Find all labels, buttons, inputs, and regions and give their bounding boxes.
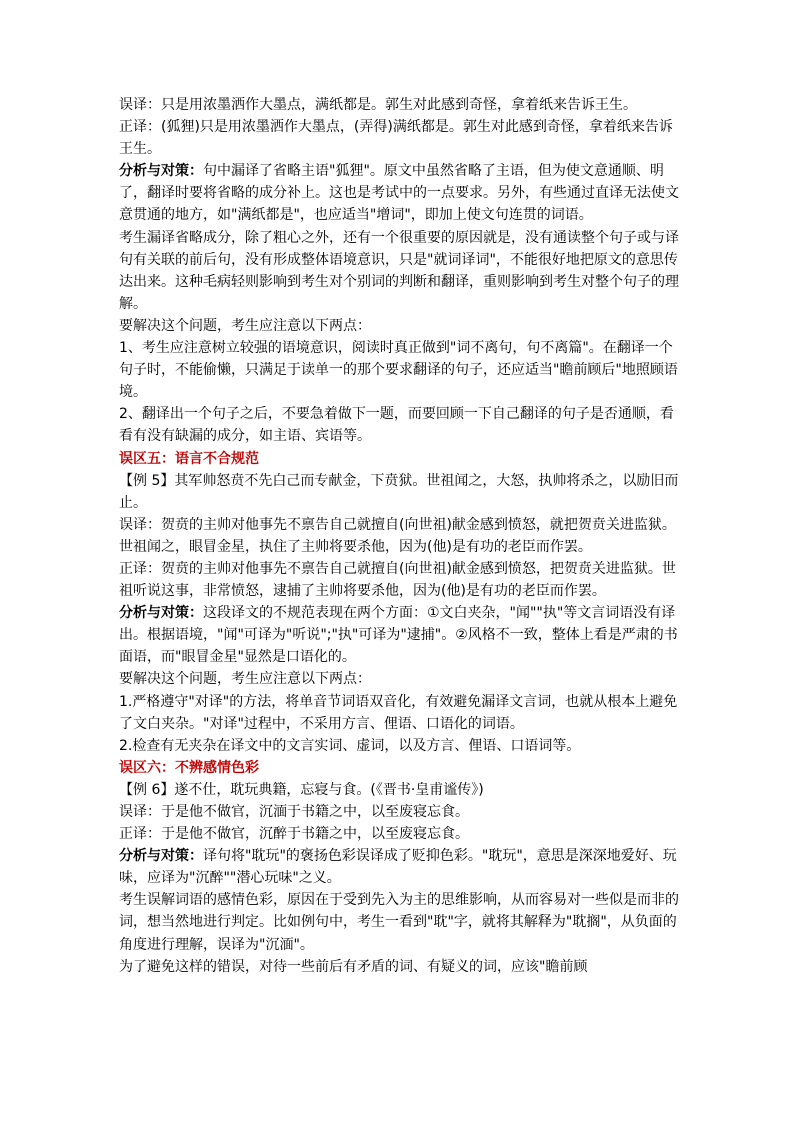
paragraph: 要解决这个问题，考生应注意以下两点： xyxy=(119,671,371,688)
analysis-text: 句中漏译了省略主语"狐狸"。原文中虽然省略了主语，但为使文意通顺、明了，翻译时要将省略的成分补上。这也是考试中的一点要求。另外，有些通过直译无法使文意贯通的地方，如"满纸都是"，也应适当"增词"，即加上使文句连贯的词语。 xyxy=(119,163,679,224)
correct-translation: 正译：于是他不做官，沉醉于书籍之中，以至废寝忘食。 xyxy=(119,826,469,843)
analysis-text: 译句将"耽玩"的褒扬色彩误译成了贬抑色彩。"耽玩"，意思是深深地爱好、玩味，应译为"沉醉""潜心玩味"之义。 xyxy=(119,848,677,887)
wrong-translation: 误译：于是他不做官，沉湎于书籍之中，以至废寝忘食。 xyxy=(119,804,469,820)
list-item: 1、考生应注意树立较强的语境意识，阅读时真正做到"词不离句，句不离篇"。在翻译一个句子时，不能偷懒，只满足于读单一的那个要求翻译的句子，还应适当"瞻前顾后"地照顾语境。 xyxy=(119,340,678,401)
paragraph: 考生漏译省略成分，除了粗心之外，还有一个很重要的原因就是，没有通读整个句子或与译句有关联的前后句，没有形成整体语境意识，只是"就词译词"，不能很好地把原文的意思传达出来。这种毛病轻则影响到考生对个别词的判断和翻译，重则影响到考生对整个句子的理解。 xyxy=(119,229,679,312)
list-item: 2、翻译出一个句子之后，不要急着做下一题，而要回顾一下自己翻译的句子是否通顺，看看有没有缺漏的成分，如主语、宾语等。 xyxy=(119,406,674,445)
analysis-text: 这段译文的不规范表现在两个方面：①文白夹杂，"闻""执"等文言词语没有译出。根据语境，"闻"可译为"听说";"执"可译为"逮捕"。②风格不一致，整体上看是严肃的书面语，而"眼冒金星"显然是口语化的。 xyxy=(119,605,678,666)
document-page xyxy=(119,94,685,978)
correct-translation: 正译：贺贲的主帅对他事先不禀告自己就擅自(向世祖)献金感到愤怒，把贺贲关进监狱。世祖听说这事，非常愤怒，逮捕了主帅将要杀他，因为(他)是有功的老臣而作罢。 xyxy=(119,560,676,600)
analysis-paragraph xyxy=(119,160,685,226)
analysis-paragraph xyxy=(119,602,685,668)
example-sentence: 【例 5】其军帅怒贲不先白己而专献金，下贲狱。世祖闻之，大怒，执帅将杀之，以励旧而止。 xyxy=(119,472,679,511)
analysis-heading: 分析与对策： xyxy=(119,163,203,180)
list-item: 2.检查有无夹杂在译文中的文言实词、虚词，以及方言、俚语、口语词等。 xyxy=(119,737,581,754)
analysis-heading: 分析与对策： xyxy=(119,848,203,865)
paragraph: 考生误解词语的感情色彩，原因在于受到先入为主的思维影响，从而容易对一些似是而非的词，想当然地进行判定。比如例句中，考生一看到"耽"字，就将其解释为"耽搁"，从负面的角度进行理解，误译为"沉湎"。 xyxy=(119,892,679,953)
section-title: 误区六：不辨感情色彩 xyxy=(119,759,259,776)
paragraph: 要解决这个问题，考生应注意以下两点： xyxy=(119,317,371,334)
wrong-translation: 误译：贺贲的主帅对他事先不禀告自己就擅自(向世祖)献金感到愤怒，就把贺贲关进监狱。世祖闻之，眼冒金星，执住了主帅将要杀他，因为(他)是有功的老臣而作罢。 xyxy=(119,516,676,555)
analysis-heading: 分析与对策： xyxy=(119,605,203,622)
paragraph: 正译：(狐狸)只是用浓墨洒作大墨点，(弄得)满纸都是。郭生对此感到奇怪，拿着纸来告诉王生。 xyxy=(119,119,673,158)
paragraph: 为了避免这样的错误，对待一些前后有矛盾的词、有疑义的词，应该"瞻前顾 xyxy=(119,958,588,975)
section-title: 误区五：语言不合规范 xyxy=(119,450,259,467)
list-item: 1.严格遵守"对译"的方法，将单音节词语双音化，有效避免漏译文言词，也就从根本上避免了文白夹杂。"对译"过程中，不采用方言、俚语、口语化的词语。 xyxy=(119,693,678,732)
analysis-paragraph xyxy=(119,845,685,889)
paragraph: 误译：只是用浓墨洒作大墨点，满纸都是。郭生对此感到奇怪，拿着纸来告诉王生。 xyxy=(119,97,637,113)
example-sentence: 【例 6】遂不仕，耽玩典籍，忘寝与食。(《晋书·皇甫谧传》) xyxy=(119,781,484,798)
